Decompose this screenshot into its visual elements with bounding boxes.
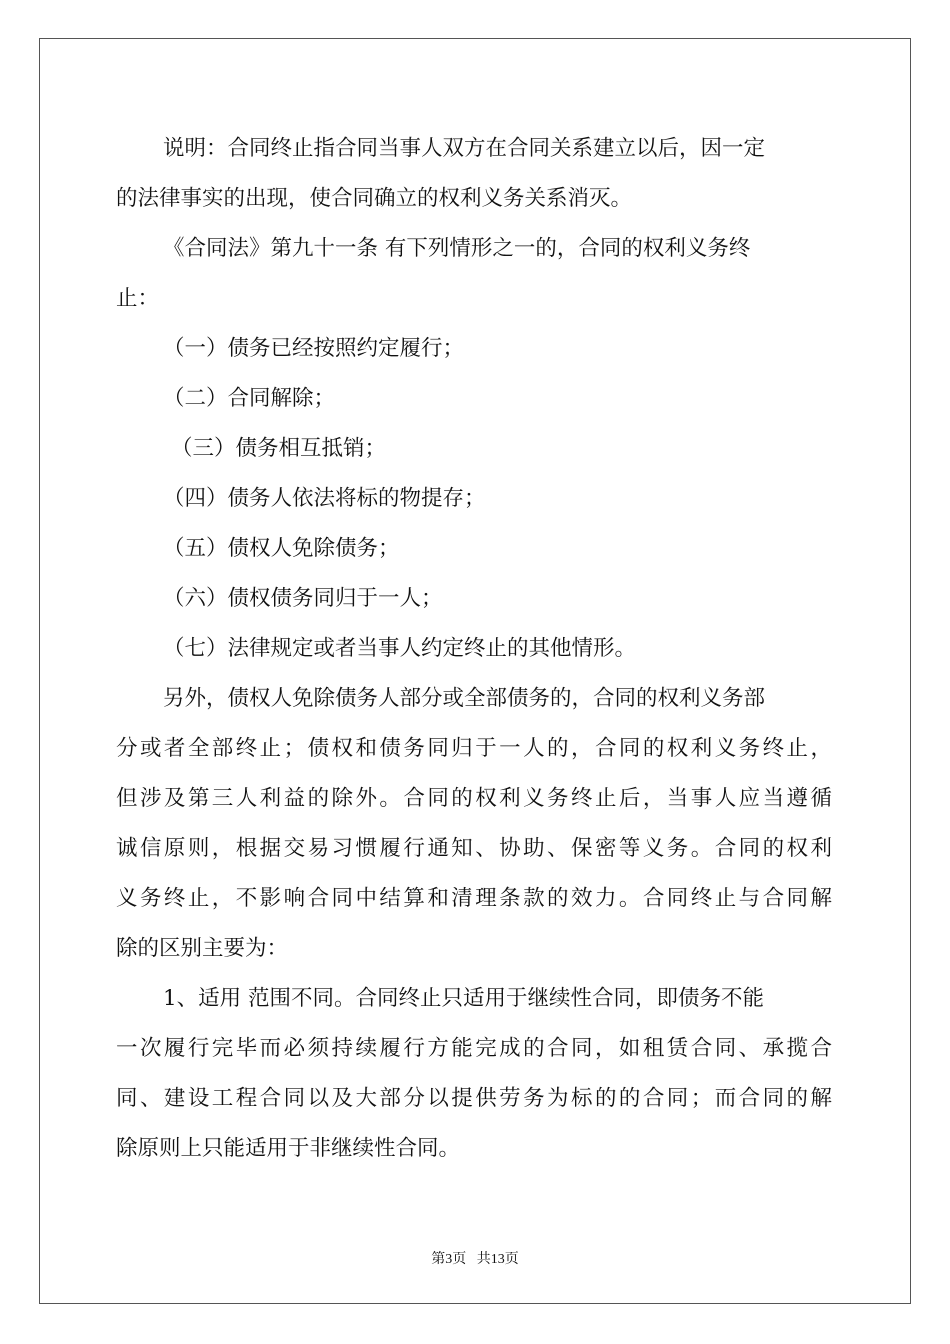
paragraph-line: 《合同法》第九十一条 有下列情形之一的，合同的权利义务终: [163, 236, 751, 261]
paragraph-line: 诚信原则，根据交易习惯履行通知、协助、保密等义务。合同的权利: [116, 836, 832, 861]
paragraph-line: 1、适用 范围不同。合同终止只适用于继续性合同，即债务不能: [163, 986, 765, 1011]
list-item: （一）债务已经按照约定履行；: [163, 336, 465, 361]
list-item: （五）债权人免除债务；: [163, 536, 400, 561]
page-footer: [0, 1248, 950, 1268]
paragraph-line: 止：: [116, 286, 160, 311]
paragraph-line: 义务终止，不影响合同中结算和清理条款的效力。合同终止与合同解: [116, 886, 832, 911]
paragraph-line: 分或者全部终止；债权和债务同归于一人的，合同的权利义务终止，: [116, 736, 832, 761]
list-item: （四）债务人依法将标的物提存；: [163, 486, 486, 511]
page-total: 共13页: [476, 1252, 519, 1267]
paragraph-line: 但涉及第三人利益的除外。合同的权利义务终止后，当事人应当遵循: [116, 786, 832, 811]
paragraph-line: 一次履行完毕而必须持续履行方能完成的合同，如租赁合同、承揽合: [116, 1036, 832, 1061]
list-item: （二）合同解除；: [163, 386, 336, 411]
page-number: 第3页: [431, 1252, 467, 1267]
paragraph-line: 另外，债权人免除债务人部分或全部债务的，合同的权利义务部: [163, 686, 766, 711]
list-item: （七）法律规定或者当事人约定终止的其他情形。: [163, 636, 637, 661]
paragraph-line: 同、建设工程合同以及大部分以提供劳务为标的的合同；而合同的解: [116, 1086, 832, 1111]
paragraph-line: 的法律事实的出现，使合同确立的权利义务关系消灭。: [116, 186, 633, 211]
paragraph-line: 除原则上只能适用于非继续性合同。: [116, 1136, 461, 1161]
list-item: （三）债务相互抵销；: [171, 436, 387, 461]
list-item: （六）债权债务同归于一人；: [163, 586, 443, 611]
document-body: [116, 124, 832, 1174]
paragraph-line: 除的区别主要为：: [116, 936, 289, 961]
paragraph-line: 说明：合同终止指合同当事人双方在合同关系建立以后，因一定: [163, 136, 766, 161]
